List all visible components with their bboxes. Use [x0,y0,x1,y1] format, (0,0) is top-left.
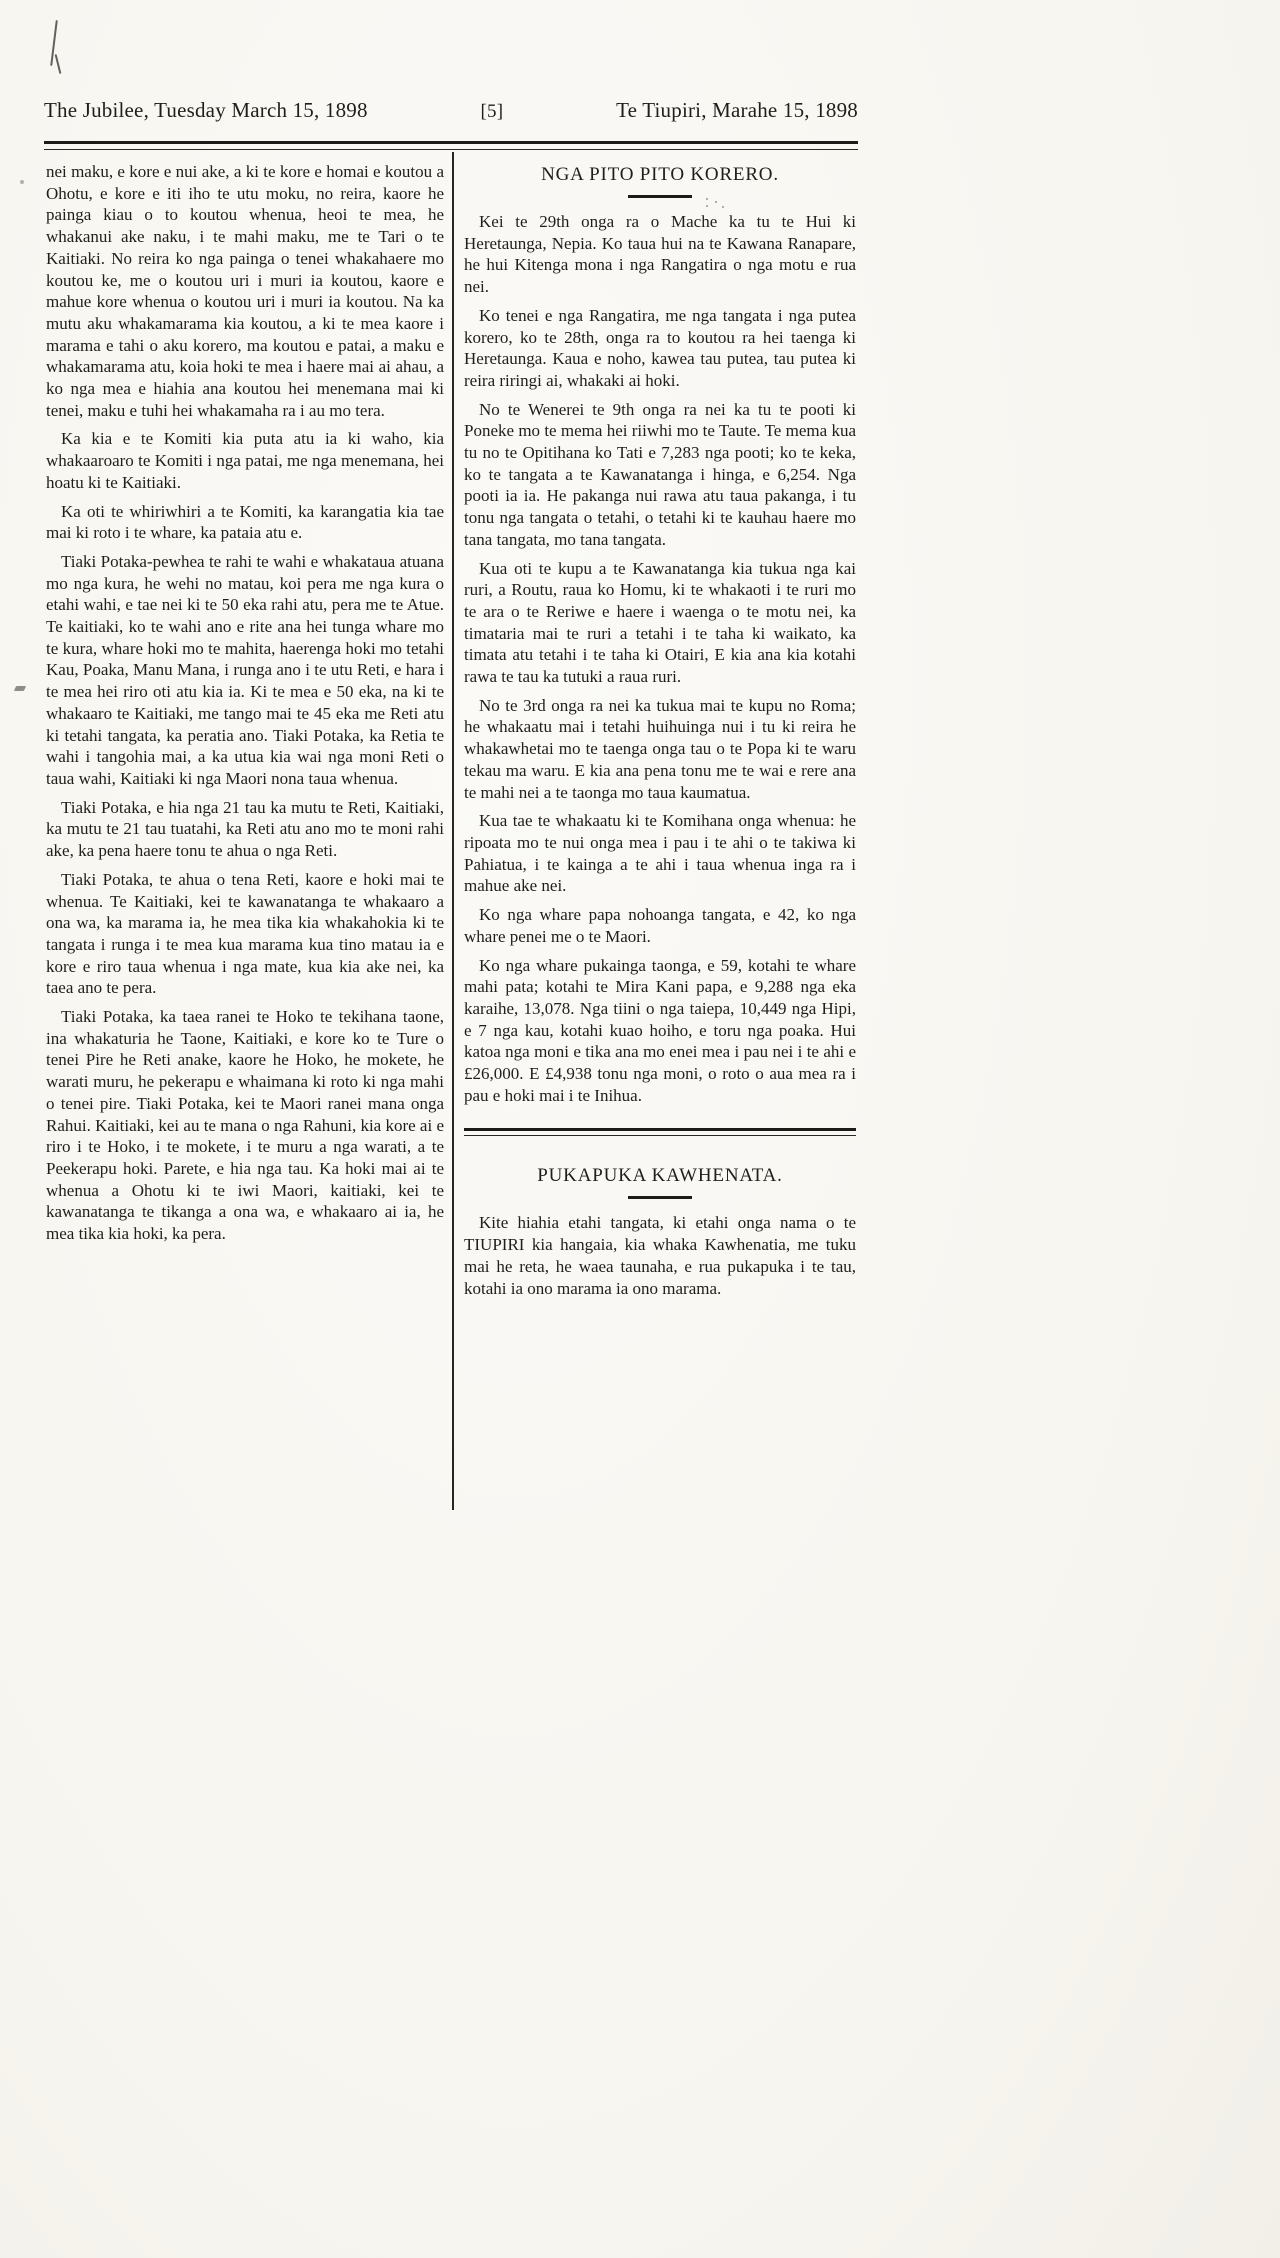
paragraph: Kua tae te whakaatu ki te Komihana onga whenua: he ripoata mo te nui onga mea i pau i te ahi o te takiwa ki Pahiatua, i te kainga a te ahi i taua whenua inga ra i mahue ake nei. [464,811,856,896]
ink-mark [55,54,62,74]
paragraph: Ko tenei e nga Rangatira, me nga tangata i nga putea korero, ko te 28th, onga ra to koutou ra hei taenga ki Heretaunga. Kaua e noho, kawea tau putea, tau putea ki reira riringi ai, whakaki ai hoki. [464,305,856,390]
section-heading-nga-pito-pito-korero: NGA PITO PITO KORERO. [541,164,779,185]
paragraph: Tiaki Potaka, ka taea ranei te Hoko te tekihana taone, ina whakaturia he Taone, Kaitiaki, e kore ko te Ture o tenei Pire he Reti anake, kaore he Hoko, he mokete, he warati muru, he pekerapu e whaimana ki roto ki nga mahi o tenei pire. Tiaki Potaka, kei te Maori ranei mana onga Rahui. Kaitiaki, kei au te mana o nga Rahuni, kia kore ai e riro i te Hoko, i te mokete, i te muru a nga warati, a te Peekerapu hoki. Parete, e hia nga tau. Ka hoki mai ai te whenua a Ohotu ki te iwi Maori, kaitiaki, kei te kawanatanga te tikanga a ona wa, e whakaaro ai ia, he mea tika kia hoki, ka pera. [46,1007,444,1244]
paragraph: No te Wenerei te 9th onga ra nei ka tu te pooti ki Poneke mo te mema hei riiwhi mo te Taute. Te mema kua tu no te Opitihana ko Tati e 7,283 nga pooti; ko te keka, ko te tangata a te Kawanatanga i hinga, e 6,254. Nga pooti ia ia. He pakanga nui rawa atu taua pakanga, i tu tonu nga tangata o tetahi, o tetahi ki te kauhau haere mo tana tangata, mo tana tangata. [464,399,856,549]
paragraph: nei maku, e kore e nui ake, a ki te kore e homai e koutou a Ohotu, e kore e iti iho te utu moku, no reira, kaore he painga kiau o to koutou whenua, heoi te mea, he whakanui ake naku, i te mahi maku, me te Tari o te Kaitiaki. No reira ko nga painga o tenei whakahaere mo koutou ke, me o koutou uri i muri ia koutou, kaore e mahue kore whenua o koutou uri i muri ia koutou. Na ka mutu aku whakamarama kia koutou, a ki te mea kaore i marama e tahi o aku korero, ma koutou e patai, a maku e whakamarama atu, koia hoki te mea i haere mai ai ahau, a ko nga mea e hiahia ana koutou hei menemana mai ki tenei, maku e tuhi hei whakamaha ra i au mo tera. [46,162,444,420]
paragraph: Ka oti te whiriwhiri a te Komiti, ka karangatia kia tae mai ki roto i te whare, ka pataia atu e. [46,501,444,543]
right-column [464,161,856,1306]
paragraph: Kei te 29th onga ra o Mache ka tu te Hui ki Heretaunga, Nepia. Ko taua hui na te Kawana Ranapare, he hui Kitenga mona i nga Rangatira o nga motu e rua nei. [464,212,856,297]
paragraph: Tiaki Potaka-pewhea te rahi te wahi e whakataua atuana mo nga kura, he wehi no matau, koi pera me nga kura o etahi wahi, e tae nei ki te 50 eka rahi atu, pera me te Atue. Te kaitiaki, ko te wahi ano e rite ana hei tunga whare mo te kura, whare hoki mo te mahita, haerenga hoki mo tetahi Kau, Poaka, Manu Mana, i runga ano i te utu Reti, e hara i te mea hei riro oti atu kia ia. Ki te mea e 50 eka, na ki te whakaaro te Kaitiaki, me tango mai te 45 eka me Reti atu ki tetahi tangata, ka peratia ano. Tiaki Potaka, ka Retia te wahi i tangohia mai, a ka utua kia wai nga moni Reti o taua wahi, Kaitiaki ki nga Maori nona taua whenua. [46,551,444,788]
paragraph: Kua oti te kupu a te Kawanatanga kia tukua nga kai ruri, a Routu, raua ko Homu, ki te whakaoti i te ruri mo te ara o te Reriwe e haere i waenga o te motu nei, ka timataria mai te ruri a tetahi i te taha ki waikato, ka timata atu tetahi i te taha ki Otairi, E kia ana kia kotahi rawa te tau ka tutuki a raua ruri. [464,558,856,687]
margin-speck [14,686,26,691]
page-number: [5] [480,101,504,122]
masthead-right: Te Tiupiri, Marahe 15, 1898 [616,98,858,122]
paragraph: Ka kia e te Komiti kia puta atu ia ki waho, kia whakaaroaro te Komiti i nga patai, me nga menemana, hei hoatu ki te Kaitiaki. [46,429,444,492]
left-column [46,161,444,1252]
paragraph: Ko nga whare papa nohoanga tangata, e 42, ko nga whare penei me o te Maori. [464,905,856,946]
print-speck [20,180,24,184]
masthead-left: The Jubilee, Tuesday March 15, 1898 [44,98,368,122]
paragraph: No te 3rd onga ra nei ka tukua mai te kupu no Roma; he whakaatu mai i tetahi huihuinga nui i tu ki reira he whakawhetai mo te taenga onga tau o te Popa ki te waru tekau ma waru. E kia ana pena tonu me te wai e rere ana te mahi nei a te taonga mo taua kaumatua. [464,695,856,802]
paragraph: Kite hiahia etahi tangata, ki etahi onga nama o te TIUPIRI kia hangaia, kia whaka Kawhenatia, me tuku mai he reta, he waea taunaha, e rua pukapuka i te tau, kotahi ia ono marama ia ono marama. [464,1213,856,1298]
section-heading-pukapuka-kawhenata: PUKAPUKA KAWHENATA. [537,1165,783,1187]
paragraph: Ko nga whare pukainga taonga, e 59, kotahi te whare mahi pata; kotahi te Mira Kani papa, e 9,288 nga eka karaihe, 13,078. Nga tiini o nga taiepa, 10,449 nga Hipi, e 7 nga kau, kotahi kuao hoiho, e toru nga poaka. Hui katoa nga moni e tika ana mo enei mea i pau nei i te ahi e £26,000. E £4,938 tonu nga moni, o roto o aua mea ra i pau e hoki mai i te Inihua. [464,955,856,1105]
heading-dash [628,195,692,198]
section-separator-rule [464,1128,856,1136]
running-head [44,98,858,123]
paragraph: Tiaki Potaka, e hia nga 21 tau ka mutu te Reti, Kaitiaki, ka mutu te 21 tau tuatahi, ka Reti atu ano mo te moni rahi ake, ka pena haere tonu te ahua o nga Reti. [46,797,444,861]
heading-dash [628,1196,692,1199]
header-rule [44,141,858,150]
column-divider [452,152,454,1510]
paragraph: Tiaki Potaka, te ahua o tena Reti, kaore e hoki mai te whenua. Te Kaitiaki, kei te kawanatanga te whakaaro a ona wa, ka marama ia, he mea tika kia whakahokia ki te tangata i runga i te mea kua marama kua tino matau ia e kore e riro taua whenua i nga mate, kua kia ake nei, ka taea ano te pera. [46,869,444,998]
